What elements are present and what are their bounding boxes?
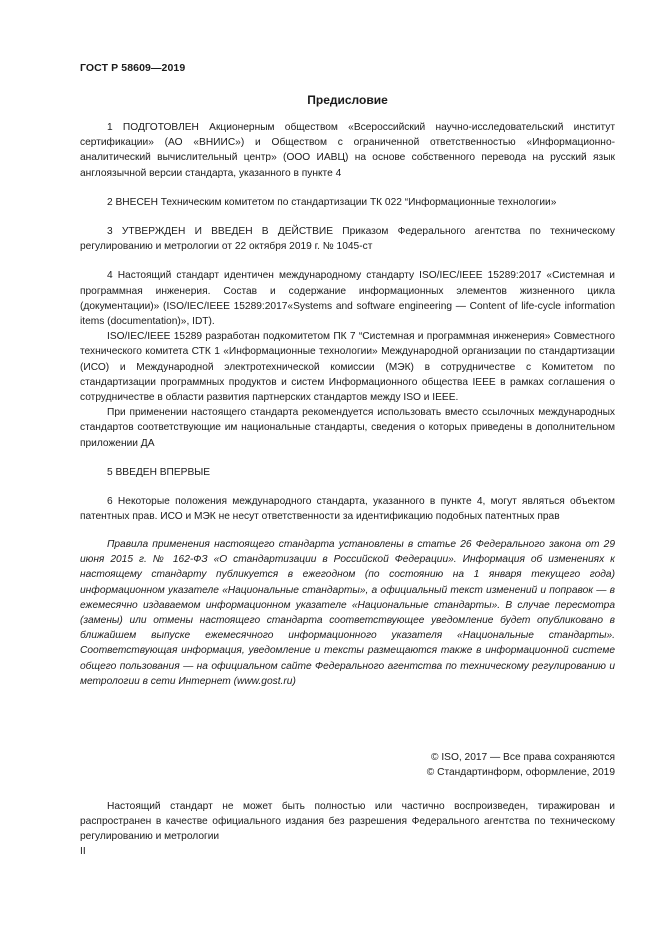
paragraph-item-3: 3 УТВЕРЖДЕН И ВВЕДЕН В ДЕЙСТВИЕ Приказом Федерального агентства по техническому регулированию и метрологии от 22 октября 2019 г. № 1045-ст <box>80 226 615 253</box>
paragraph-item-4-application: При применении настоящего стандарта рекомендуется использовать вместо ссылочных международных стандартов соответствующие им национальные стандарты, сведения о которых приведены в дополнительном приложении ДА <box>80 407 615 449</box>
paragraph-item-1: 1 ПОДГОТОВЛЕН Акционерным обществом «Всероссийский научно-исследовательский институт сертификации» (АО «ВНИИС») и Обществом с ограниченной ответственностью «Информационно-аналитический вычислительный центр» (ООО ИАВЦ) на основе собственного перевода на русский язык англоязычной версии стандарта, указанного в пункте 4 <box>80 122 615 179</box>
paragraph-item-5: 5 ВВЕДЕН ВПЕРВЫЕ <box>107 466 211 478</box>
paragraph-item-2: 2 ВНЕСЕН Техническим комитетом по стандартизации ТК 022 “Информационные технологии» <box>107 196 557 208</box>
copyright-standartinform: © Стандартинформ, оформление, 2019 <box>426 767 615 779</box>
foreword-body <box>80 120 615 524</box>
paragraph-item-6: 6 Некоторые положения международного стандарта, указанного в пункте 4, могут являться объектом патентных прав. ИСО и МЭК не несут ответственности за идентификацию подобных патентных прав <box>80 496 615 523</box>
application-rules-notice: Правила применения настоящего стандарта установлены в статье 26 Федерального закона от 29 июня 2015 г. № 162-ФЗ «О стандартизации в Российской Федерации». Информация об изменениях к настоящему стандарту публикуется в ежегодном (по состоянию на 1 января текущего года) информационном указателе «Национальные стандарты», а официальный текст изменений и поправок — в ежемесячно издаваемом информационном указателе «Национальные стандарты». В случае пересмотра (замены) или отмены настоящего стандарта соответствующее уведомление будет опубликовано в ближайшем выпуске ежемесячного информационного указателя «Национальные стандарты». Соответствующая информация, уведомление и тексты размещаются также в информационной системе общего пользования — на официальном сайте Федерального агентства по техническому регулированию и метрологии в сети Интернет (www.gost.ru) <box>80 539 615 687</box>
reproduction-notice: Настоящий стандарт не может быть полностью или частично воспроизведен, тиражирован и распространен в качестве официального издания без разрешения Федерального агентства по техническому регулированию и метрологии <box>80 801 615 843</box>
copyright-iso: © ISO, 2017 — Все права сохраняются <box>431 752 615 763</box>
paragraph-item-4: 4 Настоящий стандарт идентичен международному стандарту ISO/IEC/IEEE 15289:2017 «Системная и программная инженерия. Состав и содержание информационных элементов жизненного цикла (документации)» (ISO/IEC/IEEE 15289:2017«Systems and software engineering — Content of life-cycle information items (documentation)», IDT). <box>80 270 615 328</box>
page-number: II <box>80 846 86 857</box>
copyright-block <box>427 750 615 780</box>
page-title: Предисловие <box>307 93 388 107</box>
paragraph-item-4-development: ISO/IEC/IEEE 15289 разработан подкомитетом ПК 7 “Системная и программная инженерия» Совместного технического комитета СТК 1 «Информационные технологии» Международной организации по стандартизации (ИСО) и Международной электротехнической комиссии (МЭК) в сотрудничестве с Комитетом по стандартизации программных продуктов и систем Информационного общества IEEE в рамках соглашения о сотрудничестве в области развития партнерских стандартов между ISO и IEEE. <box>80 331 615 404</box>
standard-code-header: ГОСТ Р 58609—2019 <box>80 62 186 74</box>
